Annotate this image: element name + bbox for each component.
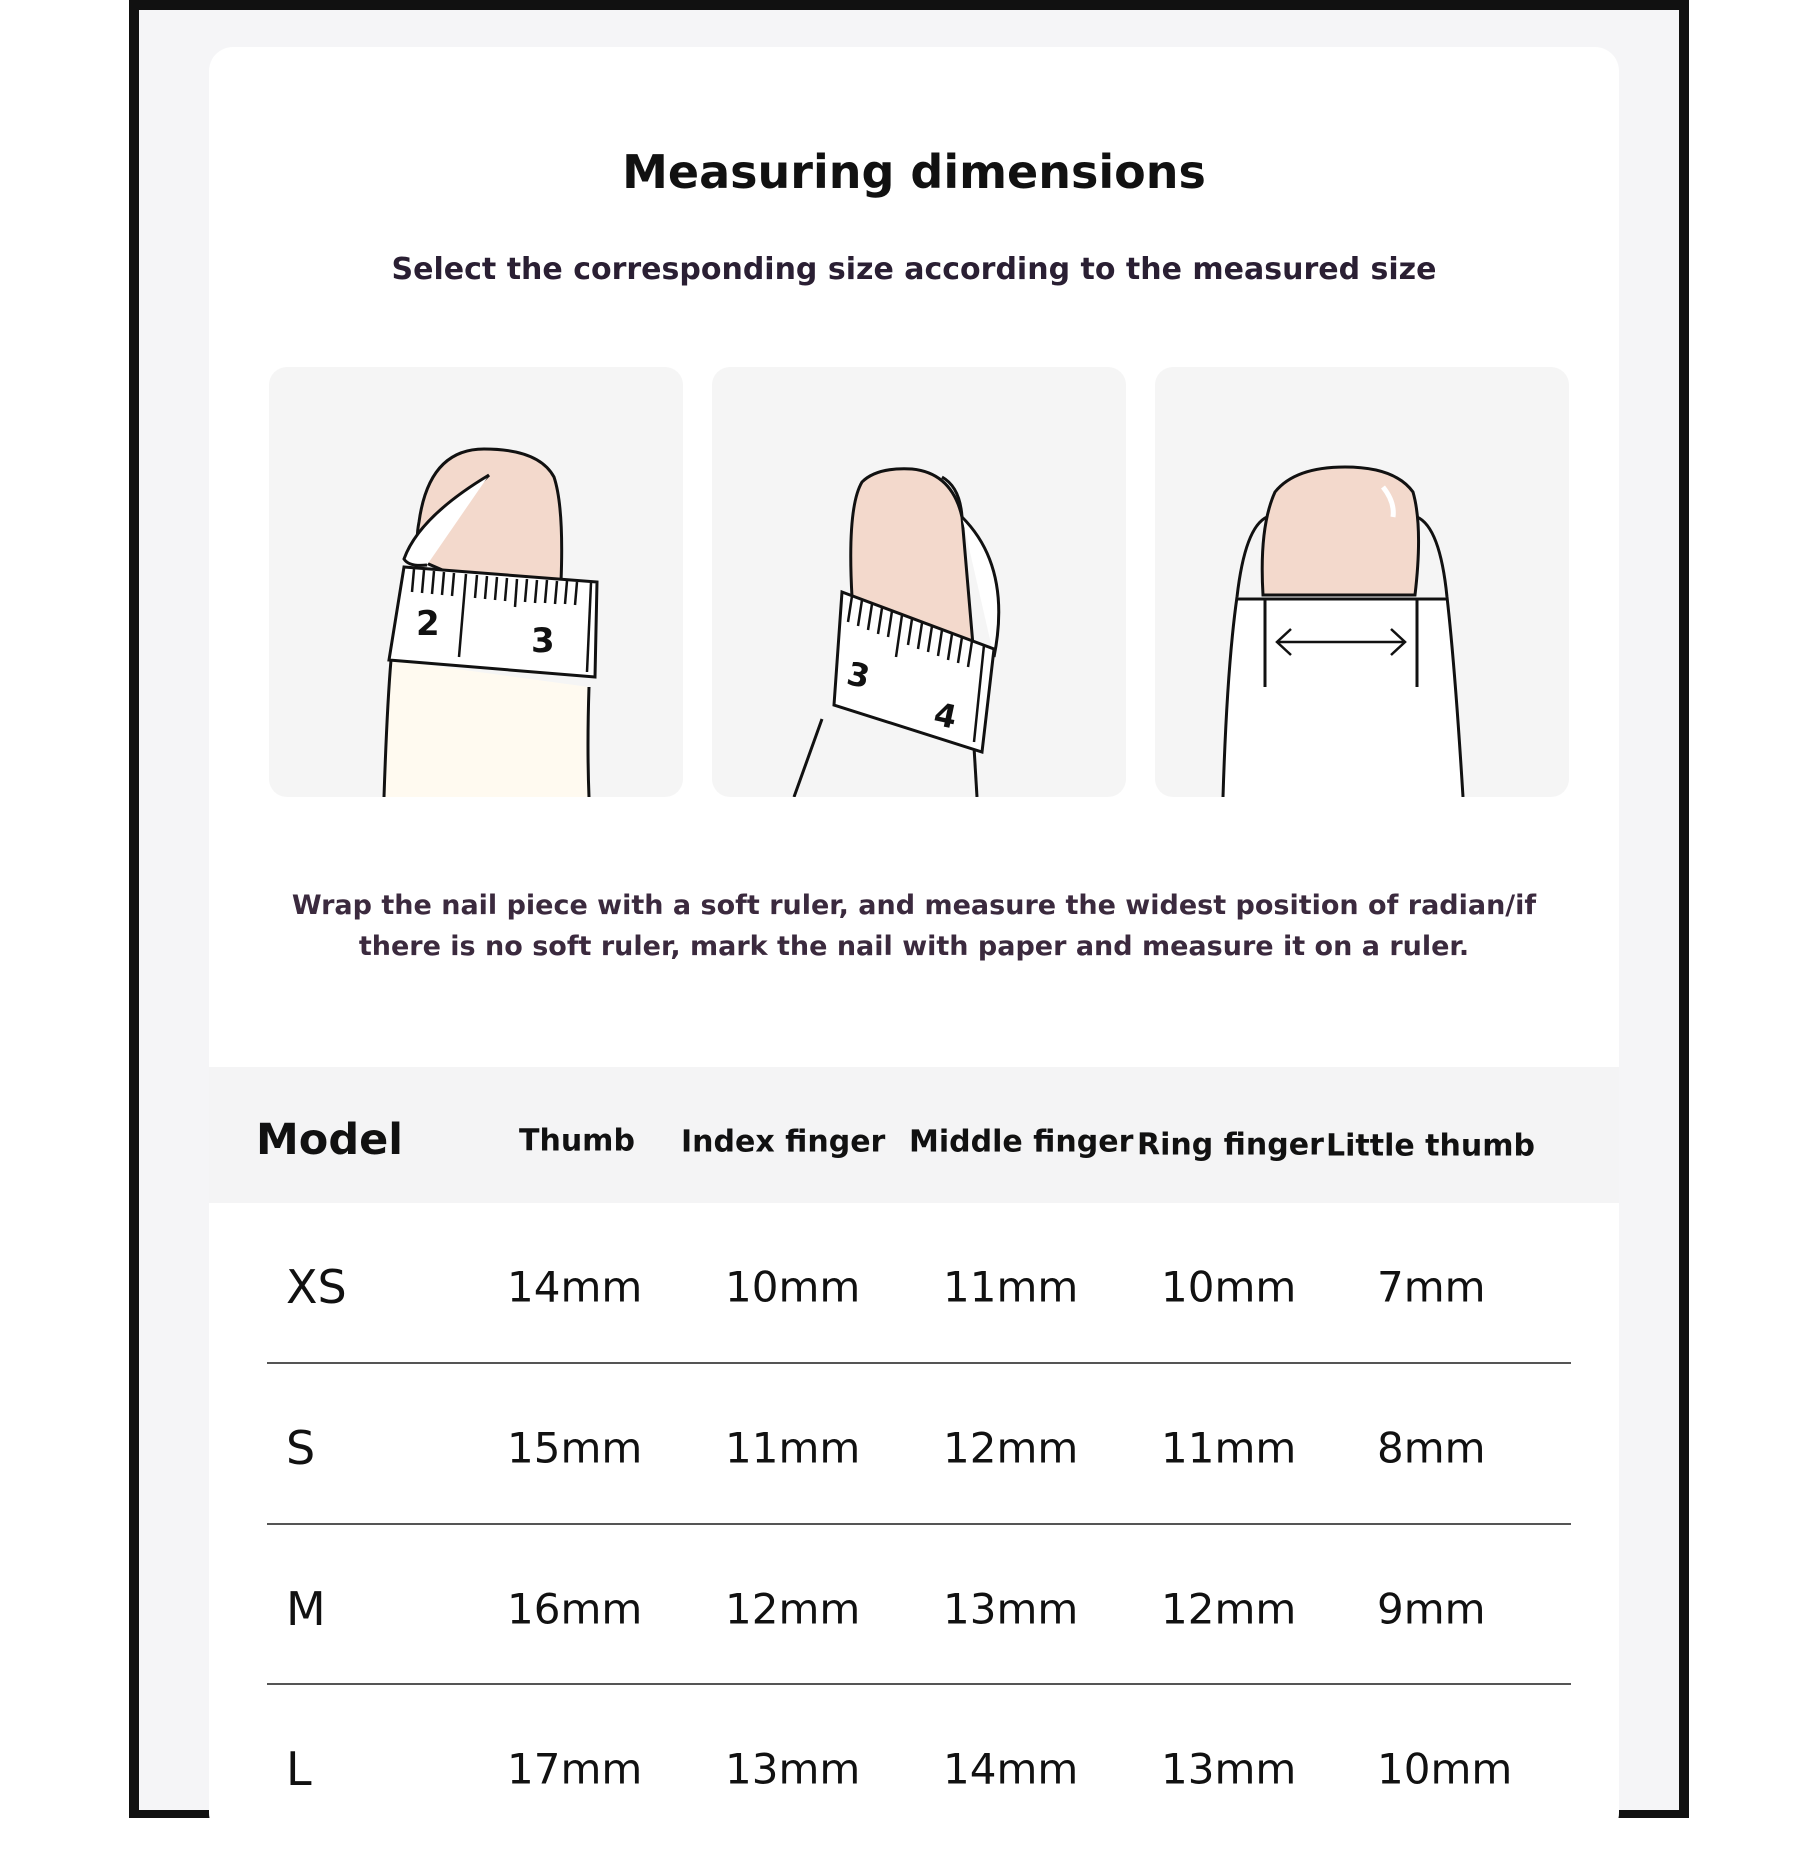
table-row [209,1207,1619,1367]
nail-width-drawing [1155,367,1569,797]
ring-finger-value: 12mm [1161,1584,1297,1634]
row-divider [267,1362,1571,1364]
header-ring-finger: Ring finger [1137,1127,1324,1163]
poster-frame [129,0,1689,1818]
nail-width-arrow-icon [1155,367,1569,797]
finger-ruler-angled-icon [712,367,1126,797]
table-row [209,1368,1619,1528]
index-finger-value: 11mm [725,1423,861,1473]
finger-ruler-wrap-icon [269,367,683,797]
thumb-value: 15mm [507,1423,643,1473]
size-label: S [286,1421,316,1475]
header-middle-finger: Middle finger [909,1124,1134,1160]
little-thumb-value: 7mm [1377,1262,1486,1312]
size-label: XS [286,1260,347,1314]
size-label: L [286,1742,312,1796]
page-title: Measuring dimensions [622,145,1206,199]
thumb-value: 17mm [507,1744,643,1794]
row-divider [267,1523,1571,1525]
middle-finger-value: 11mm [943,1262,1079,1312]
thumb-value: 14mm [507,1262,643,1312]
index-finger-value: 12mm [725,1584,861,1634]
middle-finger-value: 13mm [943,1584,1079,1634]
ruler-number: 4 [930,694,961,737]
ring-finger-value: 13mm [1161,1744,1297,1794]
finger-ruler-wrap-drawing [269,367,683,797]
page-subtitle: Select the corresponding size according to the measured size [391,252,1437,287]
measuring-instructions: Wrap the nail piece with a soft ruler, and measure the widest position of radian/if there is no soft ruler, mark the nail with paper and measure it on a ruler. [291,890,1537,962]
ring-finger-value: 10mm [1161,1262,1297,1312]
header-little-thumb: Little thumb [1326,1128,1535,1164]
ruler-number: 3 [531,621,555,661]
row-divider [267,1683,1571,1685]
ruler-number: 2 [416,604,440,644]
header-model: Model [256,1115,404,1165]
middle-finger-value: 14mm [943,1744,1079,1794]
ring-finger-value: 11mm [1161,1423,1297,1473]
little-thumb-value: 9mm [1377,1584,1486,1634]
header-thumb: Thumb [519,1123,635,1159]
content-card [209,47,1619,1837]
table-row [209,1689,1619,1849]
little-thumb-value: 8mm [1377,1423,1486,1473]
header-index-finger: Index finger [681,1124,886,1160]
finger-ruler-angled-drawing [712,367,1126,797]
index-finger-value: 10mm [725,1262,861,1312]
thumb-value: 16mm [507,1584,643,1634]
little-thumb-value: 10mm [1377,1744,1513,1794]
size-label: M [286,1582,326,1636]
index-finger-value: 13mm [725,1744,861,1794]
middle-finger-value: 12mm [943,1423,1079,1473]
ruler-number: 3 [843,654,874,697]
table-row [209,1529,1619,1689]
